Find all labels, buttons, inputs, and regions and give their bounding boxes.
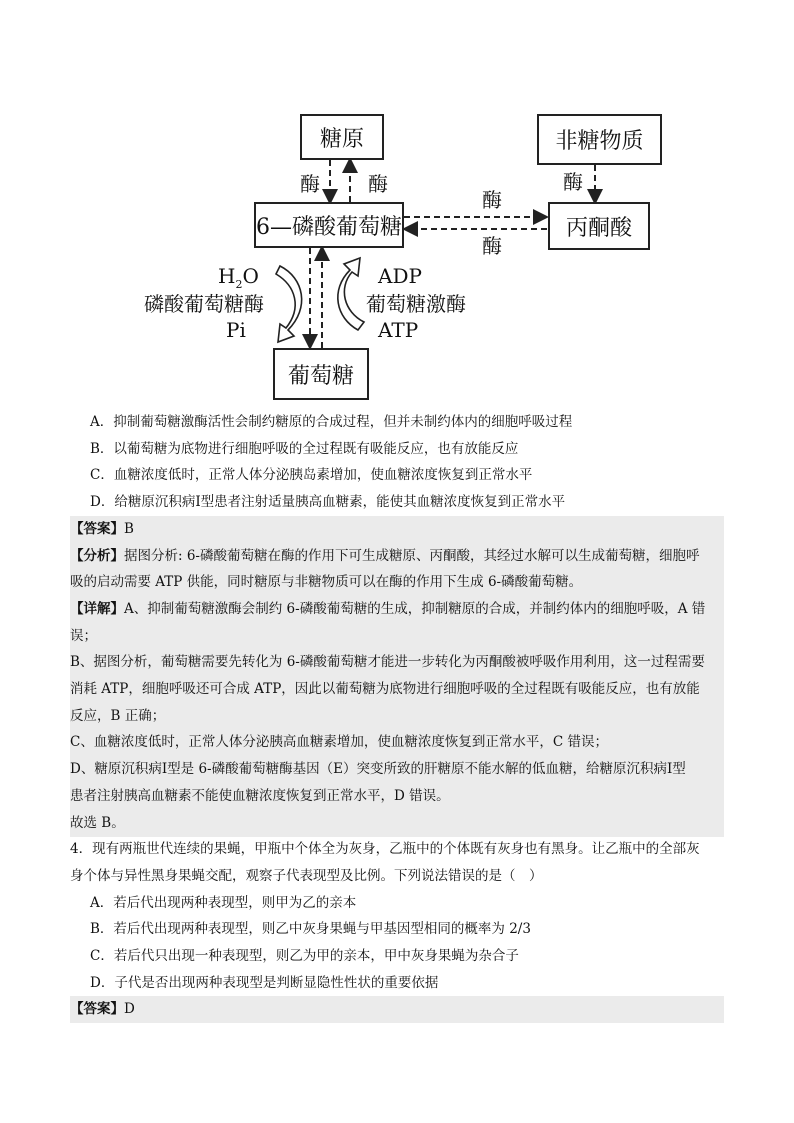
line-text: 消耗 ATP，细胞呼吸还可合成 ATP，因此以葡萄糖为底物进行细胞呼吸的全过程既有吸能反应，也有放能	[70, 681, 700, 697]
line-text: D．给糖原沉积病Ⅰ型患者注射适量胰高血糖素，能使其血糖浓度恢复到正常水平	[90, 494, 566, 511]
left-curved-arrow	[276, 266, 302, 342]
pyruvate-box	[548, 202, 650, 250]
text-line	[90, 890, 724, 917]
text-line	[90, 916, 724, 943]
text-line	[70, 729, 724, 756]
enzyme-label-to-pyruvate: 酶	[482, 188, 502, 212]
enzyme-label-glycogen-left: 酶	[300, 172, 320, 196]
line-text: B	[124, 520, 134, 537]
enzyme-label-from-pyruvate: 酶	[482, 234, 502, 258]
glycogen-label: 糖原	[319, 126, 364, 152]
text-line	[90, 489, 724, 516]
line-text: 患者注射胰高血糖素不能使血糖浓度恢复到正常水平，D 错误。	[70, 787, 450, 804]
atp-label: ATP	[378, 318, 419, 342]
text-line	[70, 596, 724, 623]
enzyme-label-glycogen-right: 酶	[368, 172, 388, 196]
text-line	[70, 810, 724, 837]
adp-label: ADP	[378, 264, 422, 288]
section-tag: 【答案】	[70, 1001, 124, 1018]
line-text: 误；	[70, 627, 97, 644]
text-line	[90, 436, 724, 463]
text-line	[90, 462, 724, 489]
section-tag: 【分析】	[70, 547, 124, 564]
text-line	[70, 649, 724, 676]
non-sugar-label: 非糖物质	[555, 129, 644, 154]
section-tag: 【详解】	[70, 600, 124, 617]
line-text: D．子代是否出现两种表现型是判断显隐性性状的重要依据	[90, 974, 439, 991]
line-text: C．若后代只出现一种表现型，则乙为甲的亲本，甲中灰身果蝇为杂合子	[90, 948, 519, 964]
pi-label: Pi	[226, 318, 246, 342]
line-text: B．若后代出现两种表现型，则乙中灰身果蝇与甲基因型相同的概率为 2/3	[90, 921, 531, 938]
water-h: H	[218, 264, 236, 288]
text-line	[70, 756, 724, 783]
non-sugar-box	[537, 114, 662, 165]
line-text: B．以葡萄糖为底物进行细胞呼吸的全过程既有吸能反应，也有放能反应	[90, 440, 519, 457]
g6p-label: 6—磷酸葡萄糖	[256, 214, 402, 240]
text-line	[70, 783, 724, 810]
line-text: A、抑制葡萄糖激酶会制约 6-磷酸葡萄糖的生成，抑制糖原的合成，并制约体内的细胞呼吸，A 错	[124, 600, 706, 617]
line-text: 吸的启动需要 ATP 供能，同时糖原与非糖物质可以在酶的作用下生成 6-磷酸葡萄糖。	[70, 574, 583, 591]
text-line	[70, 516, 724, 543]
line-text: D	[124, 1001, 135, 1018]
text-line	[70, 623, 724, 650]
pyruvate-label: 丙酮酸	[565, 215, 632, 241]
glucokinase-label: 葡萄糖激酶	[366, 292, 466, 316]
water-label	[218, 266, 259, 290]
glycogen-box	[300, 114, 384, 160]
line-text: 故选 B。	[70, 814, 125, 831]
metabolism-diagram	[140, 108, 680, 408]
glucose-label: 葡萄糖	[287, 363, 354, 389]
line-text: C．血糖浓度低时，正常人体分泌胰岛素增加，使血糖浓度恢复到正常水平	[90, 467, 533, 484]
line-text: A．若后代出现两种表现型，则甲为乙的亲本	[90, 894, 357, 911]
g6p-box	[254, 202, 404, 248]
text-line	[70, 676, 724, 703]
line-text: 4．现有两瓶世代连续的果蝇，甲瓶中个体全为灰身，乙瓶中的个体既有灰身也有黑身。让乙瓶中的全部灰	[70, 841, 700, 858]
line-text: D、糖原沉积病Ⅰ型是 6-磷酸葡萄糖酶基因（E）突变所致的肝糖原不能水解的低血糖，给糖原沉积病Ⅰ型	[70, 761, 686, 778]
glucose-box	[273, 348, 369, 400]
water-o: O	[242, 264, 259, 288]
water-subscript: 2	[235, 278, 243, 291]
line-text: 身个体与异性黑身果蝇交配，观察子代表现型及比例。下列说法错误的是（ ）	[70, 867, 543, 884]
text-line	[70, 703, 724, 730]
text-line	[90, 943, 724, 970]
right-curved-arrow	[338, 258, 364, 330]
text-line	[70, 863, 724, 890]
line-text: 反应，B 正确；	[70, 707, 166, 724]
text-line	[70, 836, 724, 863]
text-line	[70, 996, 724, 1023]
section-tag: 【答案】	[70, 520, 124, 537]
text-line	[90, 409, 724, 436]
enzyme-label-nonsugar: 酶	[563, 170, 583, 194]
line-text: A．抑制葡萄糖激酶活性会制约糖原的合成过程，但并未制约体内的细胞呼吸过程	[90, 414, 573, 430]
line-text: 据图分析: 6-磷酸葡萄糖在酶的作用下可生成糖原、丙酮酸，其经过水解可以生成葡萄糖，细胞呼	[124, 547, 700, 564]
text-line	[70, 569, 724, 596]
line-text: B、据图分析，葡萄糖需要先转化为 6-磷酸葡萄糖才能进一步转化为丙酮酸被呼吸作用利用，这一过程需要	[70, 654, 705, 671]
text-line	[90, 970, 724, 997]
phosphatase-label: 磷酸葡萄糖酶	[144, 292, 264, 316]
text-line	[70, 543, 724, 570]
line-text: C、血糖浓度低时，正常人体分泌胰高血糖素增加，使血糖浓度恢复到正常水平，C 错误；	[70, 734, 608, 751]
